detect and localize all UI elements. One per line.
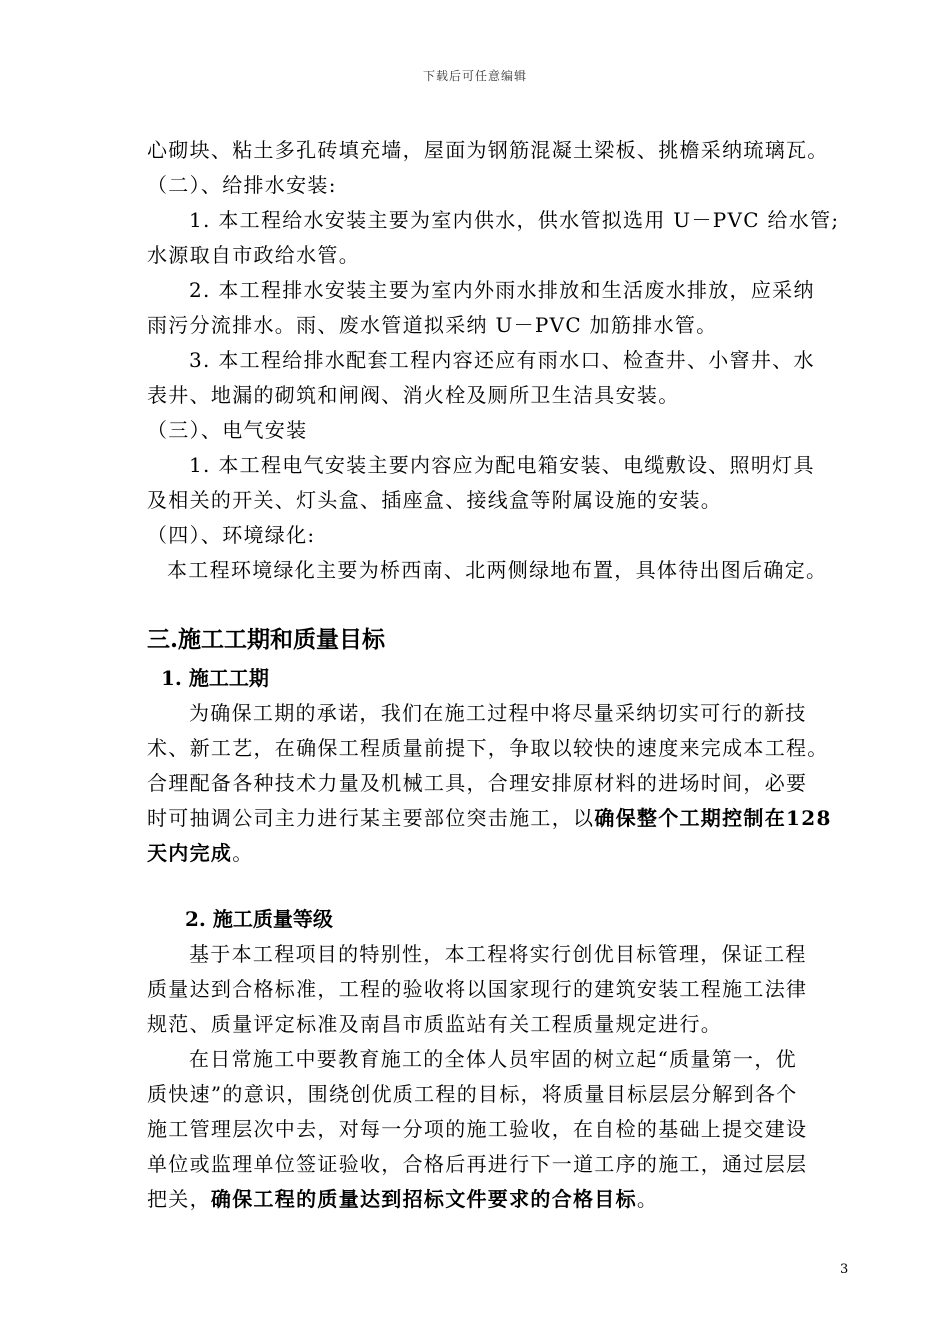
paragraph-line: 3. 本工程给排水配套工程内容还应有雨水口、检查井、小窨井、水 bbox=[189, 348, 815, 372]
subsection-title-schedule: 1. 施工工期 bbox=[161, 666, 269, 690]
paragraph-line: 雨污分流排水。雨、废水管道拟采纳 U－PVC 加筋排水管。 bbox=[147, 313, 718, 337]
paragraph-line bbox=[147, 836, 867, 871]
paragraph-line: 合理配备各种技术力量及机械工具，合理安排原材料的进场时间，必要 bbox=[147, 771, 808, 795]
paragraph-line: 施工管理层次中去，对每一分项的施工验收，在自检的基础上提交建设 bbox=[147, 1117, 808, 1141]
text-run: 。 bbox=[636, 1187, 659, 1211]
paragraph-line bbox=[147, 801, 867, 836]
paragraph-line: 及相关的开关、灯头盒、插座盒、接线盒等附属设施的安装。 bbox=[147, 488, 723, 512]
text-run: 。 bbox=[232, 841, 254, 865]
paragraph-line: 为确保工期的承诺，我们在施工过程中将尽量采纳切实可行的新技 bbox=[189, 701, 807, 725]
paragraph-line: 基于本工程项目的特别性，本工程将实行创优目标管理，保证工程 bbox=[189, 942, 807, 966]
paragraph-line: 规范、质量评定标准及南昌市质监站有关工程质量规定进行。 bbox=[147, 1012, 723, 1036]
paragraph-line: 1. 本工程电气安装主要内容应为配电箱安装、电缆敷设、照明灯具 bbox=[189, 453, 815, 477]
paragraph-line: 2. 本工程排水安装主要为室内外雨水排放和生活废水排放，应采纳 bbox=[189, 278, 815, 302]
paragraph-line: 1. 本工程给水安装主要为室内供水，供水管拟选用 U－PVC 给水管; bbox=[189, 208, 840, 232]
paragraph-line: 术、新工艺，在确保工程质量前提下，争取以较快的速度来完成本工程。 bbox=[147, 736, 829, 760]
paragraph-line: 在日常施工中要教育施工的全体人员牢固的树立起“质量第一，优 bbox=[189, 1047, 797, 1071]
paragraph-line: 水源取自市政给水管。 bbox=[147, 243, 360, 267]
text-run: 时可抽调公司主力进行某主要部位突击施工，以 bbox=[147, 806, 595, 830]
paragraph-line: 表井、地漏的砌筑和闸阀、消火栓及厕所卫生洁具安装。 bbox=[147, 383, 680, 407]
paragraph-line: 质量达到合格标准，工程的验收将以国家现行的建筑安装工程施工法律 bbox=[147, 977, 808, 1001]
paragraph-line: 质快速”的意识，围绕创优质工程的目标，将质量目标层层分解到各个 bbox=[147, 1082, 798, 1106]
paragraph-line: 本工程环境绿化主要为桥西南、北两侧绿地布置，具体待出图后确定。 bbox=[167, 558, 828, 582]
paragraph-line: 单位或监理单位签证验收，合格后再进行下一道工序的施工，通过层层 bbox=[147, 1152, 808, 1176]
bold-text: 天内完成 bbox=[147, 841, 233, 865]
section-title: 三.施工工期和质量目标 bbox=[147, 626, 386, 653]
text-run: 把关， bbox=[147, 1187, 211, 1211]
bold-text: 确保工程的质量达到招标文件要求的合格目标 bbox=[210, 1187, 637, 1211]
paragraph-line: 心砌块、粘土多孔砖填充墙，屋面为钢筋混凝土梁板、挑檐采纳琉璃瓦。 bbox=[147, 138, 829, 162]
document-body bbox=[147, 133, 867, 1217]
page-number: 3 bbox=[840, 1262, 849, 1277]
subsection-heading-landscaping: （四）、环境绿化: bbox=[147, 523, 316, 547]
subsection-heading-plumbing: （二）、给排水安装: bbox=[147, 173, 337, 197]
page-header: 下载后可任意编辑 bbox=[422, 69, 527, 83]
subsection-title-quality: 2. 施工质量等级 bbox=[185, 907, 333, 931]
subsection-heading-electrical: （三）、电气安装 bbox=[147, 418, 308, 442]
paragraph-line bbox=[147, 1182, 867, 1217]
bold-text: 确保整个工期控制在128 bbox=[594, 806, 832, 830]
